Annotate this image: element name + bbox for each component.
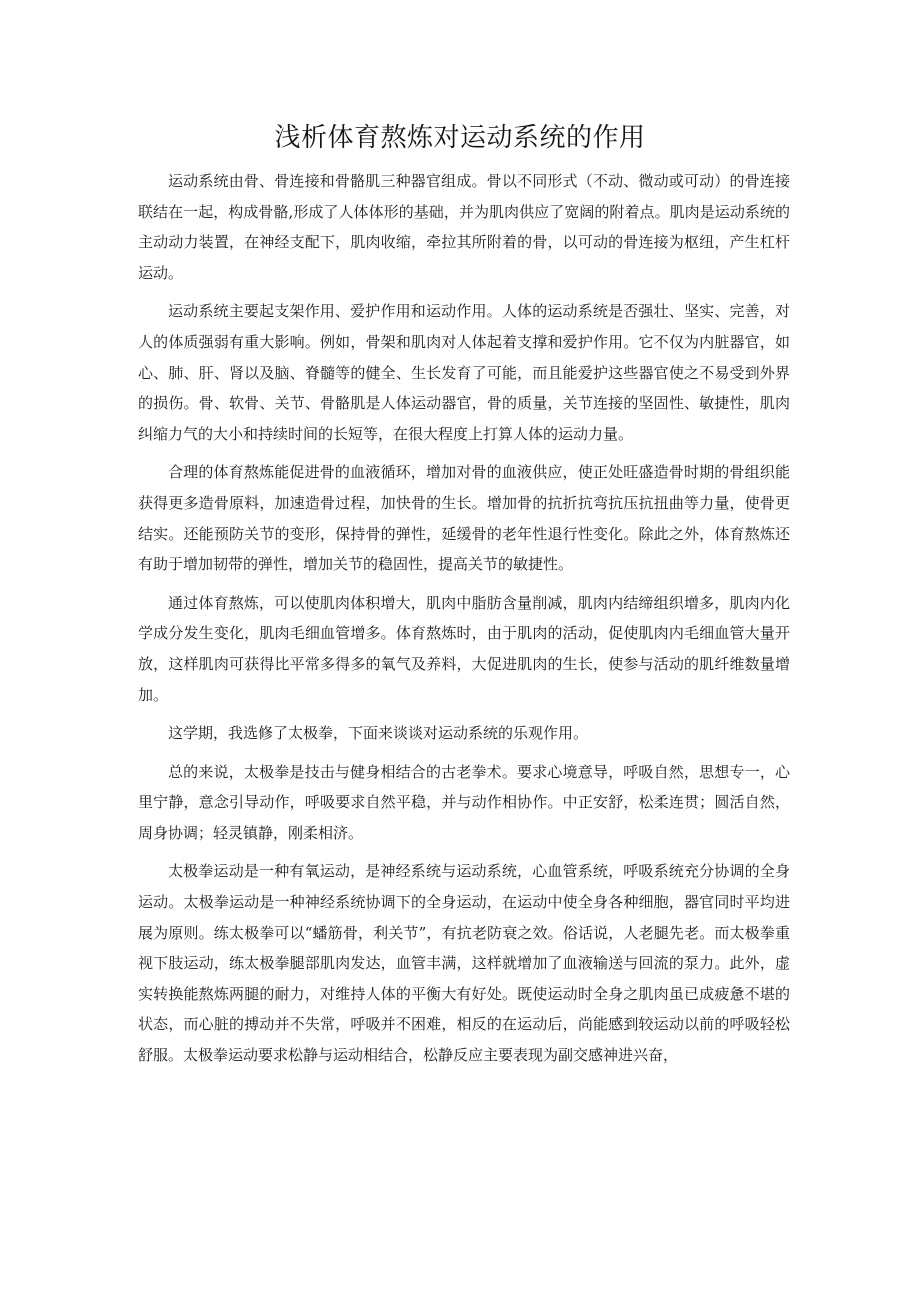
document-title: 浅析体育熬炼对运动系统的作用 (274, 123, 646, 153)
paragraph: 通过体育熬炼，可以使肌肉体积增大，肌肉中脂肪含量削减，肌肉内结缔组织增多，肌肉内化学成分发生变化，肌肉毛细血管增多。体育熬炼时，由于肌肉的活动，促使肌肉内毛细血管大量开放，这样肌肉可获得比平常多得多的氧气及养料，大促进肌肉的生长，使参与活动的肌纤维数量增加。 (138, 593, 790, 704)
paragraph: 总的来说，太极拳是技击与健身相结合的古老拳术。要求心境意导，呼吸自然，思想专一，心里宁静，意念引导动作，呼吸要求自然平稳，并与动作相协作。中正安舒，松柔连贯；圆活自然，周身协调；轻灵镇静，刚柔相济。 (138, 762, 790, 842)
paragraph: 运动系统主要起支架作用、爱护作用和运动作用。人体的运动系统是否强壮、坚实、完善，对人的体质强弱有重大影响。例如，骨架和肌肉对人体起着支撑和爱护作用。它不仅为内脏器官，如心、肺、肝、肾以及脑、脊髓等的健全、生长发育了可能，而且能爱护这些器官使之不易受到外界的损伤。骨、软骨、关节、骨骼肌是人体运动器官，骨的质量，关节连接的坚固性、敏捷性，肌肉纠缩力气的大小和持续时间的长短等，在很大程度上打算人体的运动力量。 (138, 302, 790, 443)
paragraph: 运动系统由骨、骨连接和骨骼肌三种器官组成。骨以不同形式（不动、微动或可动）的骨连接联结在一起，构成骨骼,形成了人体体形的基础，并为肌肉供应了宽阔的附着点。肌肉是运动系统的主动动力装置，在神经支配下，肌肉收缩，牵拉其所附着的骨，以可动的骨连接为枢纽，产生杠杆运动。 (138, 172, 790, 282)
paragraph: 合理的体育熬炼能促进骨的血液循环，增加对骨的血液供应，使正处旺盛造骨时期的骨组织能获得更多造骨原料，加速造骨过程，加快骨的生长。增加骨的抗折抗弯抗压抗扭曲等力量，使骨更结实。还能预防关节的变形，保持骨的弹性，延缓骨的老年性退行性变化。除此之外，体育熬炼还有助于增加韧带的弹性，增加关节的稳固性，提高关节的敏捷性。 (138, 463, 790, 574)
paragraph: 这学期，我选修了太极拳，下面来谈谈对运动系统的乐观作用。 (168, 724, 589, 743)
paragraph: 太极拳运动是一种有氧运动，是神经系统与运动系统，心血管系统，呼吸系统充分协调的全身运动。太极拳运动是一种神经系统协调下的全身运动，在运动中使全身各种细胞，器官同时平均进展为原则。练太极拳可以“蟠筋骨，利关节”，有抗老防衰之效。俗话说，人老腿先老。而太极拳重视下肢运动，练太极拳腿部肌肉发达，血管丰满，这样就增加了血液输送与回流的泵力。此外，虚实转换能熬炼两腿的耐力，对维持人体的平衡大有好处。既使运动时全身之肌肉虽已成疲惫不堪的状态，而心脏的搏动并不失常，呼吸并不困难，相反的在运动后，尚能感到较运动以前的呼吸轻松舒服。太极拳运动要求松静与运动相结合，松静反应主要表现为副交感神进兴奋， (138, 862, 790, 1065)
document-body (138, 166, 790, 1079)
